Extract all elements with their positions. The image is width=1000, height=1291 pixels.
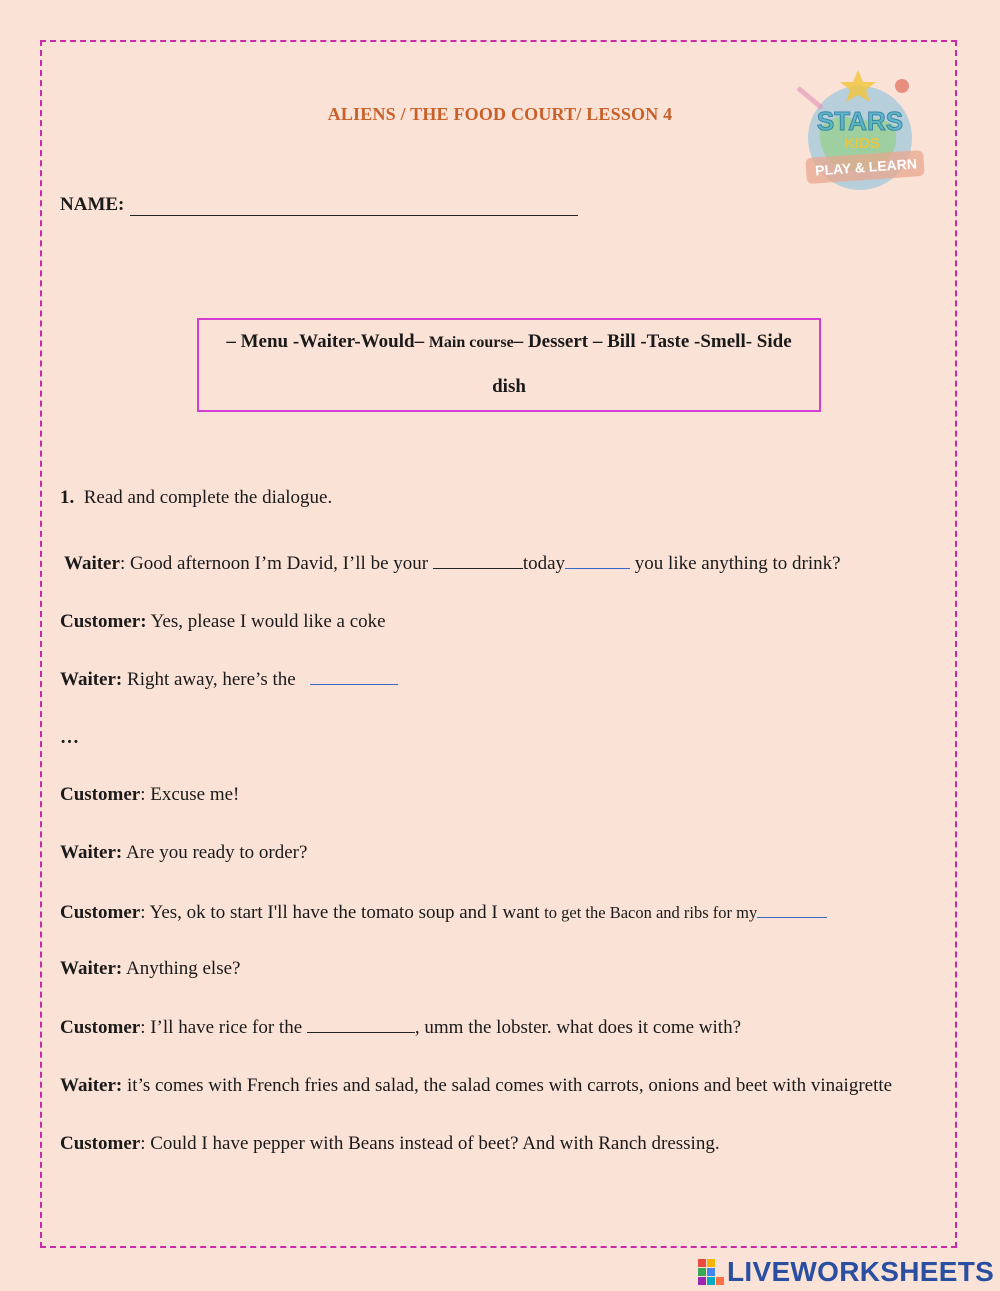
dialogue-text-small: to get the Bacon and ribs for my	[544, 903, 758, 922]
dialogue-line-6	[60, 842, 307, 864]
speaker-label: Customer	[60, 902, 141, 923]
dialogue-text: Are you ready to order?	[122, 842, 308, 863]
word-bank-line-1	[199, 320, 819, 365]
word-bank-part-c: – Dessert – Bill -Taste -Smell- Side	[513, 331, 792, 352]
liveworksheets-brand: LIVEWORKSHEETS	[727, 1256, 995, 1287]
dialogue-line-9	[60, 1016, 741, 1039]
speaker-label: Customer	[60, 784, 141, 805]
word-bank-line-2: dish	[492, 376, 526, 397]
blank-would[interactable]	[565, 552, 630, 569]
name-input-line[interactable]	[130, 195, 578, 216]
dialogue-line-3	[60, 668, 398, 691]
stars-kids-logo	[790, 68, 930, 198]
speaker-label: Waiter:	[60, 842, 123, 863]
dialogue-text: Anything else?	[122, 958, 241, 979]
dialogue-text: : Yes, ok to start I'll have the tomato soup and I want	[140, 902, 545, 923]
name-label: NAME:	[60, 194, 125, 215]
dialogue-text: : Could I have pepper with Beans instead of beet? And with Ranch dressing.	[140, 1133, 720, 1154]
dialogue-text: : Excuse me!	[140, 784, 240, 805]
speaker-label: Waiter:	[60, 958, 123, 979]
logo-stars-text: STARS	[816, 106, 904, 136]
blank-waiter[interactable]	[433, 552, 523, 569]
speaker-sep: :	[119, 553, 126, 574]
dialogue-text: today	[522, 553, 566, 574]
speaker-label: Customer	[60, 1133, 141, 1154]
dialogue-text: , umm the lobster. what does it come with?	[414, 1017, 742, 1038]
dialogue-line-7	[60, 901, 827, 924]
logo-kids-text: KIDS	[844, 135, 880, 152]
speaker-label: Waiter	[64, 553, 120, 574]
speaker-label: Customer:	[60, 611, 147, 632]
dialogue-line-11	[60, 1133, 720, 1155]
word-bank-part-a: – Menu -Waiter-Would–	[226, 331, 425, 352]
word-bank-part-b: Main course	[428, 334, 514, 351]
dialogue-text: Yes, please I would like a coke	[146, 611, 386, 632]
blank-menu[interactable]	[310, 668, 398, 685]
exercise-text: Read and complete the dialogue.	[83, 487, 333, 508]
word-bank-box	[197, 318, 821, 412]
speaker-label: Waiter:	[60, 669, 123, 690]
speaker-label: Customer	[60, 1017, 141, 1038]
speaker-label: Waiter:	[60, 1075, 123, 1096]
exercise-instruction	[60, 487, 332, 509]
logo-play-learn-text: PLAY & LEARN	[814, 155, 918, 179]
liveworksheets-logo	[698, 1256, 994, 1288]
blank-side-dish[interactable]	[307, 1016, 415, 1033]
dialogue-text: Right away, here’s the	[122, 669, 301, 690]
dialogue-ellipsis: …	[60, 727, 79, 748]
dialogue-line-5	[60, 784, 239, 806]
dialogue-text: : I’ll have rice for the	[140, 1017, 307, 1038]
name-field	[60, 194, 578, 216]
dialogue-text: you like anything to drink?	[630, 553, 841, 574]
blank-main-course[interactable]	[757, 901, 827, 918]
liveworksheets-icon	[698, 1259, 724, 1285]
exercise-number: 1.	[60, 487, 75, 508]
page-title: ALIENS / THE FOOD COURT/ LESSON 4	[327, 104, 673, 124]
dialogue-line-8	[60, 958, 240, 980]
dialogue-text: Good afternoon I’m David, I’ll be your	[125, 553, 433, 574]
page-border	[40, 40, 957, 1248]
dialogue-line-2	[60, 611, 386, 633]
dialogue-line-1	[64, 552, 841, 575]
dialogue-line-10	[60, 1075, 892, 1097]
dialogue-text: it’s comes with French fries and salad, the salad comes with carrots, onions and beet with vinaigrette	[122, 1075, 893, 1096]
